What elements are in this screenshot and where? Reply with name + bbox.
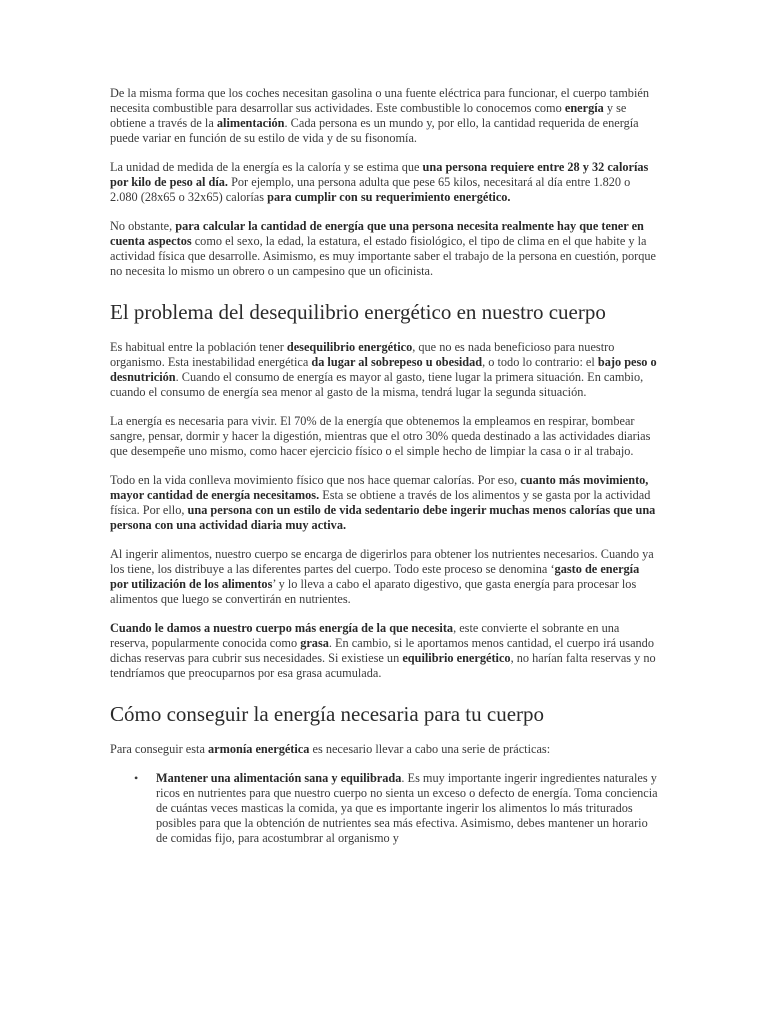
text-run: Por ejemplo, una persona adulta que pese 65 kilos, necesitará al día entre 1.820 o 2.080 (28x65 o 32x65) calorías <box>110 175 631 204</box>
bold-text-run: para cumplir con su requerimiento energético. <box>267 190 511 204</box>
bold-text-run: gasto de energía por utilización de los alimentos <box>110 562 640 591</box>
bold-text-run: grasa <box>300 636 329 650</box>
text-run: Es habitual entre la población tener <box>110 340 287 354</box>
bold-text-run: Cuando le damos a nuestro cuerpo más energía de la que necesita <box>110 621 454 635</box>
bold-text-run: armonía energética <box>208 742 310 756</box>
text-run: . En cambio, si le aportamos menos cantidad, el cuerpo irá usando dichas reservas para cubrir sus necesidades. Si existiese un <box>110 636 654 665</box>
bold-text-run: una persona con un estilo de vida sedentario debe ingerir muchas menos calorías que una persona con una actividad diaria muy activa. <box>110 503 656 532</box>
text-run: Al ingerir alimentos, nuestro cuerpo se encarga de digerirlos para obtener los nutrientes necesarios. Cuando ya los tiene, los distribuye a las diferentes partes del cuerpo. Todo este proceso se denomina ‘ <box>110 547 654 576</box>
text-run: Para conseguir esta <box>110 742 208 756</box>
practicas-list <box>110 771 658 846</box>
bullet-icon: • <box>134 771 139 785</box>
bold-text-run: para calcular la cantidad de energía que una persona necesita realmente hay que tener en cuenta aspectos <box>110 219 644 248</box>
heading-desequilibrio: El problema del desequilibrio energético en nuestro cuerpo <box>110 300 606 324</box>
text-run: . Cuando el consumo de energía es mayor al gasto, tiene lugar la primera situación. En cambio, cuando el consumo de energía sea menor al gasto de la misma, tendrá lugar la segunda situación. <box>110 370 644 399</box>
bold-text-run: cuanto más movimiento, mayor cantidad de energía necesitamos. <box>110 473 649 502</box>
bold-text-run: desequilibrio energético <box>286 340 413 354</box>
text-run: La energía es necesaria para vivir. El 70% de la energía que obtenemos la empleamos en respirar, bombear sangre, pensar, dormir y hacer la digestión, mientras que el otro 30% queda destinado a las actividades diarias que desempeñe uno mismo, como hacer ejercicio físico o el simple hecho de limpiar la casa o ir al trabajo. <box>110 414 651 458</box>
text-run: , este convierte el sobrante en una reserva, popularmente conocida como <box>110 621 620 650</box>
body-paragraph <box>110 160 658 205</box>
text-run: , que no es nada beneficioso para nuestro organismo. Esta inestabilidad energética <box>110 340 615 369</box>
text-run: No obstante, <box>110 219 176 233</box>
practicas-intro-section <box>110 742 658 757</box>
heading-como-conseguir: Cómo conseguir la energía necesaria para tu cuerpo <box>110 702 545 726</box>
bold-text-run: alimentación <box>216 116 285 130</box>
text-run: La unidad de medida de la energía es la caloría y se estima que <box>110 160 423 174</box>
text-run: . Es muy importante ingerir ingredientes naturales y ricos en nutrientes para que nuestro cuerpo no sienta un exceso o defecto de energía. Toma conciencia de cuántas veces masticas la comida, ya que es importante ingerir los alimentos lo más triturados posibles para que la obtención de nutrientes sea más efectiva. Asimismo, debes mantener un horario de comidas fijo, para acostumbrar al organismo y <box>156 771 658 845</box>
body-paragraph <box>110 473 658 533</box>
text-run: Esta se obtiene a través de los alimentos y se gasta por la actividad física. Por ello, <box>110 488 651 517</box>
text-run: Todo en la vida conlleva movimiento físico que nos hace quemar calorías. Por eso, <box>110 473 521 487</box>
text-run: ’ y lo lleva a cabo el aparato digestivo, que gasta energía para procesar los alimentos que luego se convertirán en nutrientes. <box>110 577 637 606</box>
body-paragraph <box>110 547 658 607</box>
intro-section <box>110 86 658 279</box>
text-run: como el sexo, la edad, la estatura, el estado fisiológico, el tipo de clima en el que habite y la actividad física que desarrolle. Asimismo, es muy importante saber el trabajo de la persona en cuestión, porque no necesita lo mismo un obrero o un campesino que un oficinista. <box>110 234 657 278</box>
text-run: es necesario llevar a cabo una serie de prácticas: <box>309 742 551 756</box>
bold-text-run: una persona requiere entre 28 y 32 calorías por kilo de peso al día. <box>110 160 649 189</box>
bold-text-run: bajo peso o desnutrición <box>110 355 657 384</box>
bold-text-run: Mantener una alimentación sana y equilibrada <box>156 771 402 785</box>
text-run: De la misma forma que los coches necesitan gasolina o una fuente eléctrica para funcionar, el cuerpo también necesita combustible para desarrollar sus actividades. Este combustible lo conocemos como <box>110 86 649 115</box>
list-item <box>134 771 658 846</box>
text-run: , no harían falta reservas y no tendríamos que preocuparnos por esa grasa acumulada. <box>110 651 656 680</box>
body-paragraph <box>110 742 658 757</box>
text-run: . Cada persona es un mundo y, por ello, la cantidad requerida de energía puede variar en función de su estilo de vida y de su fisonomía. <box>110 116 639 145</box>
body-paragraph <box>110 219 658 279</box>
text-run: , o todo lo contrario: el <box>482 355 598 369</box>
body-paragraph <box>110 340 658 400</box>
text-run: y se obtiene a través de la <box>110 101 627 130</box>
document-page <box>110 86 658 846</box>
body-paragraph <box>110 414 658 459</box>
body-paragraph <box>110 86 658 146</box>
desequilibrio-section <box>110 340 658 681</box>
body-paragraph <box>110 621 658 681</box>
bold-text-run: da lugar al sobrepeso u obesidad <box>311 355 483 369</box>
bold-text-run: equilibrio energético <box>402 651 511 665</box>
bold-text-run: energía <box>564 101 604 115</box>
